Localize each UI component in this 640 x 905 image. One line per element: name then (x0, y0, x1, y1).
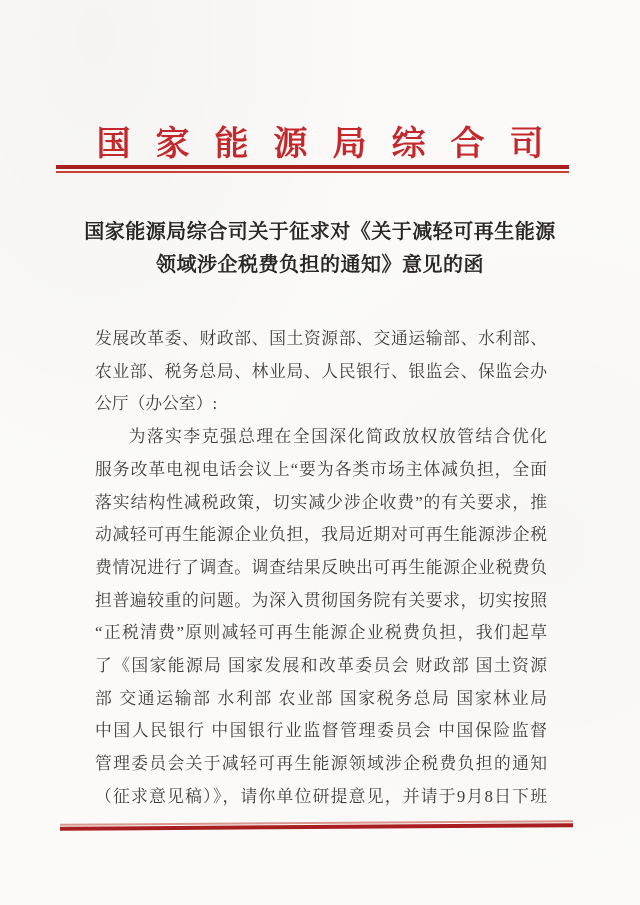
body-line: 发展改革委、财政部、国土资源部、交通运输部、水利部、 (95, 329, 547, 348)
body-line: 农业部、税务总局、林业局、人民银行、银监会、保监会办 (95, 361, 547, 381)
body-line: 公厅（办公室）: (95, 394, 218, 414)
footer-rule (60, 820, 573, 831)
body-line: “正税清费”原则减轻可再生能源企业税费负担，我们起草 (95, 623, 547, 643)
body-line: 管理委员会关于减轻可再生能源领域涉企税费负担的通知 (95, 754, 547, 774)
body-line: 担普遍较重的问题。为深入贯彻国务院有关要求，切实按照 (95, 590, 547, 610)
document-title-line-2: 领域涉企税费负担的通知》意见的函 (156, 254, 484, 276)
body-line: 动减轻可再生能源企业负担，我局近期对可再生能源涉企税 (95, 525, 547, 545)
body-line: 中国人民银行 中国银行业监督管理委员会 中国保险监督 (95, 721, 547, 741)
body-line: 落实结构性减税政策，切实减少涉企收费”的有关要求，推 (95, 492, 547, 512)
body-line: （征求意见稿）》，请你单位研提意见，并请于9月8日下班 (95, 786, 547, 806)
body-text (95, 323, 547, 814)
body-line: 部 交通运输部 水利部 农业部 国家税务总局 国家林业局 (95, 688, 547, 708)
body-line: 了《国家能源局 国家发展和改革委员会 财政部 国土资源 (95, 656, 547, 676)
body-line: 费情况进行了调查。调查结果反映出可再生能源企业税费负 (95, 557, 547, 577)
document-title (40, 216, 600, 282)
header-rule-light-strip (56, 171, 569, 173)
agency-name: 国家能源局综合司 (96, 126, 569, 163)
document-title-line-1: 国家能源局综合司关于征求对《关于减轻可再生能源 (84, 221, 556, 243)
header-rule (56, 165, 569, 173)
body-line: 服务改革电视电话会议上“要为各类市场主体减负担，全面 (95, 459, 547, 479)
body-line: 为落实李克强总理在全国深化简政放权放管结合优化 (128, 427, 547, 447)
